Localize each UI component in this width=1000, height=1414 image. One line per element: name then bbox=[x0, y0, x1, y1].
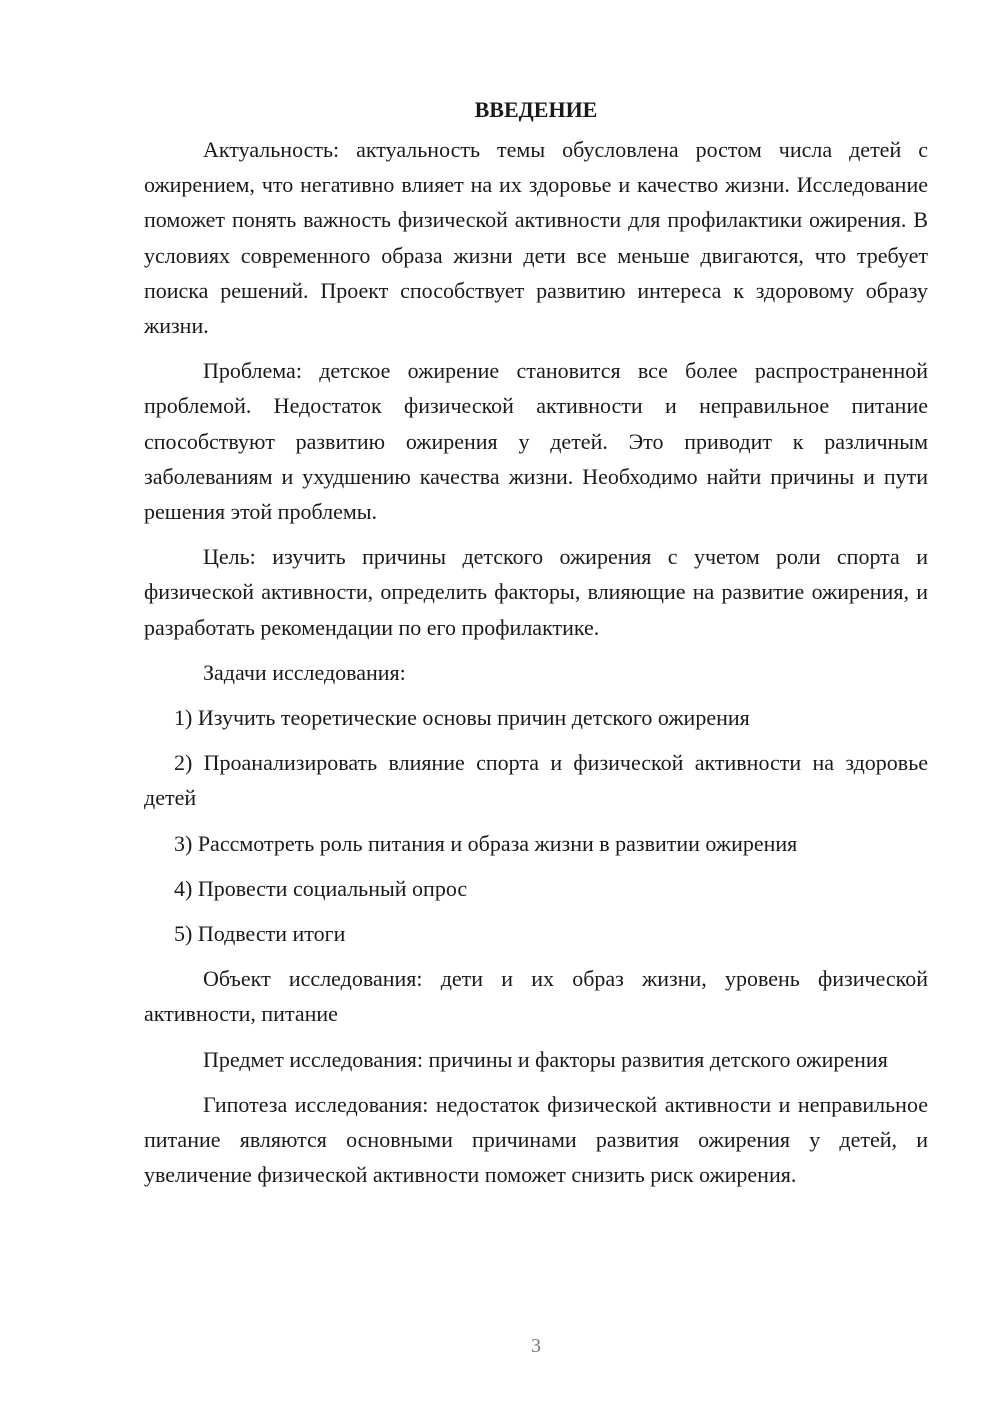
paragraph-object: Объект исследования: дети и их образ жизни, уровень физической активности, питание bbox=[144, 966, 928, 1027]
paragraph-relevance: Актуальность: актуальность темы обусловлена ростом числа детей с ожирением, что негативно влияет на их здоровье и качество жизни. Исследование поможет понять важность физической активности для профилактики ожирения. В условиях современного образа жизни дети все меньше двигаются, что требует поиска решений. Проект способствует развитию интереса к здоровому образу жизни. bbox=[144, 137, 928, 339]
paragraph-tasks-heading: Задачи исследования: bbox=[203, 659, 406, 685]
list-item: 4) Провести социальный опрос bbox=[174, 875, 468, 901]
paragraph-goal: Цель: изучить причины детского ожирения с учетом роли спорта и физической активности, определить факторы, влияющие на развитие ожирения, и разработать рекомендации по его профилактике. bbox=[144, 544, 928, 640]
tasks-list bbox=[144, 700, 928, 951]
page-title: ВВЕДЕНИЕ bbox=[474, 97, 598, 122]
list-item: 2) Проанализировать влияние спорта и физической активности на здоровье детей bbox=[144, 750, 928, 811]
page-number: 3 bbox=[531, 1335, 541, 1357]
list-item: 1) Изучить теоретические основы причин детского ожирения bbox=[174, 705, 750, 731]
paragraph-problem: Проблема: детское ожирение становится все более распространенной проблемой. Недостаток физической активности и неправильное питание способствуют развитию ожирения у детей. Это приводит к различным заболеваниям и ухудшению качества жизни. Необходимо найти причины и пути решения этой проблемы. bbox=[144, 358, 928, 525]
list-item: 5) Подвести итоги bbox=[174, 921, 346, 947]
page-content bbox=[144, 92, 928, 1192]
list-item: 3) Рассмотреть роль питания и образа жизни в развитии ожирения bbox=[174, 830, 798, 856]
paragraph-hypothesis: Гипотеза исследования: недостаток физической активности и неправильное питание являются основными причинами развития ожирения у детей, и увеличение физической активности поможет снизить риск ожирения. bbox=[144, 1091, 928, 1188]
paragraph-subject: Предмет исследования: причины и факторы развития детского ожирения bbox=[203, 1046, 888, 1072]
